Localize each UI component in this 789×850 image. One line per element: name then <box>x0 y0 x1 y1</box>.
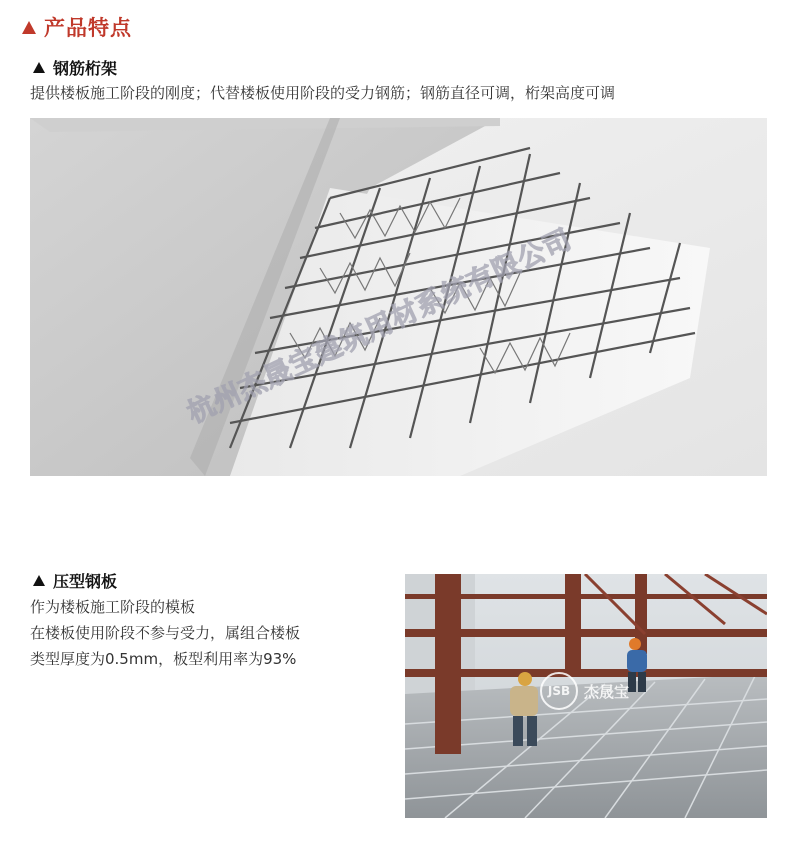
deck-description-line-1: 作为楼板施工阶段的模板 <box>30 598 196 616</box>
truss-title-text: 钢筋桁架 <box>53 59 118 78</box>
deck-description-line-3: 类型厚度为0.5mm，板型利用率为93% <box>30 650 297 668</box>
truss-description: 提供楼板施工阶段的刚度；代替楼板使用阶段的受力钢筋；钢筋直径可调，桁架高度可调 <box>30 84 616 102</box>
logo-mark: JSB <box>540 672 578 710</box>
triangle-bullet-icon <box>22 21 36 34</box>
deck-title-text: 压型钢板 <box>53 572 118 591</box>
deck-description-line-2: 在楼板使用阶段不参与受力，属组合楼板 <box>30 624 301 642</box>
deck-construction-photo <box>405 574 767 818</box>
section-header <box>22 12 132 42</box>
truss-photo <box>30 118 767 476</box>
truss-title <box>33 56 117 79</box>
triangle-bullet-icon <box>33 575 45 586</box>
triangle-bullet-icon <box>33 62 45 73</box>
deck-title <box>33 569 117 592</box>
logo-text: 杰晟宝 <box>584 682 630 701</box>
section-title: 产品特点 <box>44 16 132 40</box>
